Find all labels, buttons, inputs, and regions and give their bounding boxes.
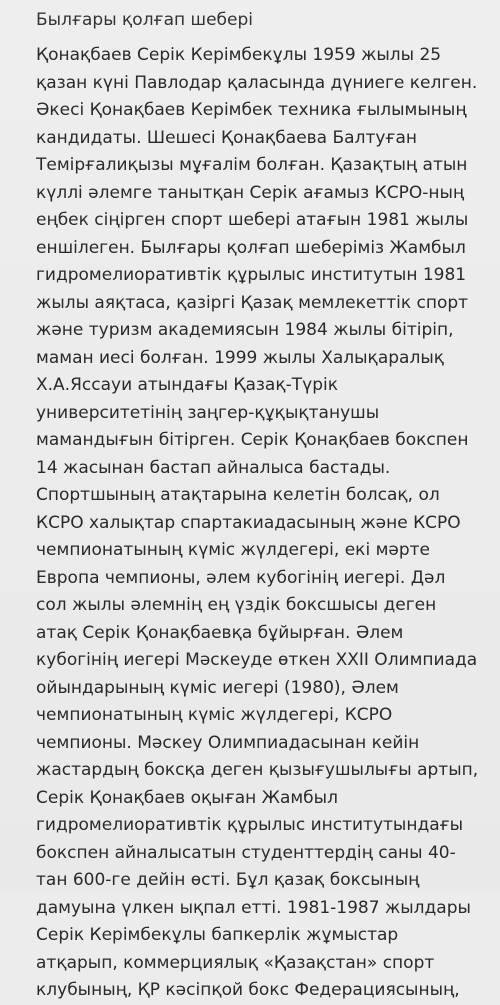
text-line: жылы аяқтаса, қазіргі Қазақ мемлекеттік спорт bbox=[36, 292, 469, 313]
text-line: Темірғалиқызы мұғалім болған. Қазақтың атын bbox=[36, 155, 468, 175]
text-line: күллі әлемге танытқан Серік ағамыз КСРО-ның bbox=[36, 182, 465, 203]
text-line: атқарып, коммерциялық «Қазақстан» спорт bbox=[36, 952, 435, 973]
text-line: Европа чемпионы, әлем кубогінің иегері. Дәл bbox=[36, 567, 446, 588]
text-line: ойындарының күміс иегері (1980), Әлем bbox=[36, 677, 399, 698]
text-line: маман иесі болған. 1999 жылы Халықаралық bbox=[36, 347, 445, 368]
text-line: жастардың боксқа деген қызығушылығы артып, bbox=[36, 760, 479, 780]
text-line: бокспен айналысатын студенттердің саны 40- bbox=[36, 842, 456, 863]
text-line: қазан күні Павлодар қаласында дүниеге келген. bbox=[36, 72, 478, 93]
text-line: Қонақбаев Серік Керімбекұлы 1959 жылы 25 bbox=[36, 45, 442, 65]
text-line: тан 600-ге дейін өсті. Бұл қазақ боксының bbox=[36, 870, 420, 890]
text-line: чемпионы. Мәскеу Олимпиадасынан кейін bbox=[36, 732, 420, 753]
text-line: 14 жасынан бастап айналыса бастады. bbox=[36, 457, 391, 478]
document-title: Былғары қолғап шебері bbox=[36, 10, 253, 30]
document-body bbox=[36, 42, 496, 1005]
text-line: чемпионатының күміс жүлдегері, КСРО bbox=[36, 705, 393, 725]
text-line: гидромелиоративтік құрылыс институтындағы bbox=[36, 815, 464, 835]
text-line: кандидаты. Шешесі Қонақбаева Балтуған bbox=[36, 127, 417, 148]
text-line: және туризм академиясын 1984 жылы бітіріп, bbox=[36, 320, 454, 340]
text-line: КСРО халықтар спартакиадасының және КСРО bbox=[36, 512, 461, 533]
text-line: Әкесі Қонақбаев Керімбек техника ғылымының bbox=[36, 100, 467, 120]
text-line: атақ Серік Қонақбаевқа бұйырған. Әлем bbox=[36, 622, 404, 643]
text-line: еншілеген. Былғары қолғап шеберіміз Жамбыл bbox=[36, 237, 466, 258]
text-line: дамуына үлкен ықпал етті. 1981-1987 жылдары bbox=[36, 897, 471, 918]
text-line: Спортшының атақтарына келетін болсақ, ол bbox=[36, 485, 440, 505]
text-line: университетінің заңгер-құқықтанушы bbox=[36, 402, 380, 423]
text-line: Серік Қонақбаев оқыған Жамбыл bbox=[36, 787, 338, 808]
text-line: гидромелиоративтік құрылыс институтын 1981 bbox=[36, 265, 467, 285]
text-line: еңбек сіңірген спорт шебері атағын 1981 жылы bbox=[36, 210, 469, 230]
text-line: Х.А.Яссауи атындағы Қазақ-Түрік bbox=[36, 375, 338, 395]
text-line: мамандығын бітірген. Серік Қонақбаев бокспен bbox=[36, 430, 469, 450]
text-line: кубогінің иегері Мәскеуде өткен XXII Олимпиада bbox=[36, 650, 478, 670]
text-line: сол жылы әлемнің ең үздік боксшысы деген bbox=[36, 595, 437, 615]
text-line: клубының, ҚР кәсіпқой бокс Федерациясының, bbox=[36, 980, 460, 1000]
text-line: чемпионатының күміс жүлдегері, екі мәрте bbox=[36, 540, 431, 560]
text-line: Серік Керімбекұлы бапкерлік жұмыстар bbox=[36, 925, 399, 945]
